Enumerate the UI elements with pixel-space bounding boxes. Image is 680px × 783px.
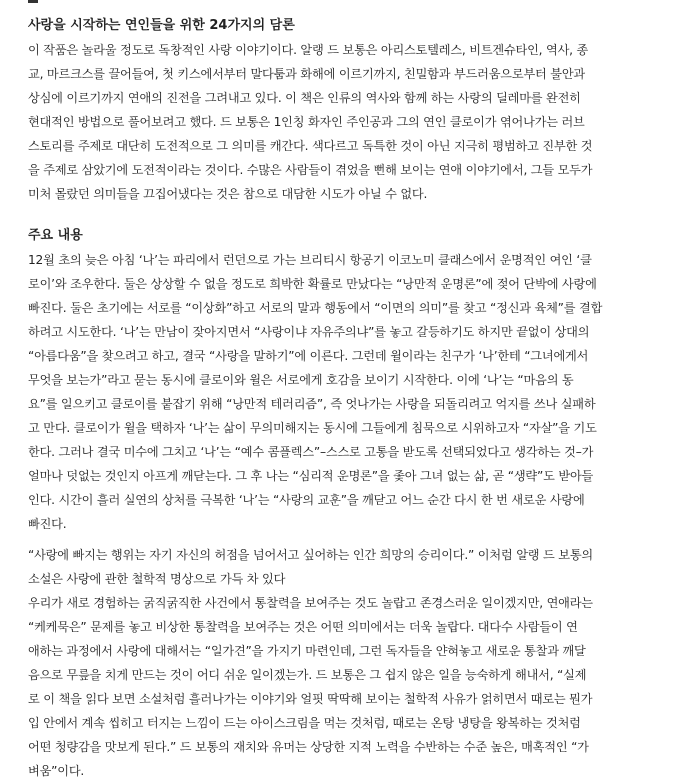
- text-line: 한다. 그러나 결국 미수에 그치고 ‘나’는 “예수 콤플렉스”–스스로 고통을 받도록 선택되었다고 생각하는 것–가: [28, 445, 594, 459]
- text-line: 인다. 시간이 흘러 실연의 상처를 극복한 ‘나’는 “사랑의 교훈”을 깨닫고 어느 순간 다시 한 번 새로운 사랑에: [28, 493, 585, 507]
- text-line: 스토리를 주제로 대단히 도전적으로 그 의미를 캐간다. 색다르고 독특한 것이 아닌 지극히 평범하고 진부한 것: [28, 139, 593, 153]
- text-line: 로이’와 조우한다. 둘은 상상할 수 없을 정도로 희박한 확률로 만났다는 “낭만적 운명론”에 젖어 단박에 사랑에: [28, 277, 597, 291]
- section-title-intro: 사랑을 시작하는 연인들을 위한 24가지의 담론: [28, 18, 295, 33]
- text-line: 빠진다.: [28, 517, 67, 531]
- text-line: 현대적인 방법으로 풀어보려고 했다. 드 보통은 1인칭 화자인 주인공과 그의 연인 클로이가 엮어나가는 러브: [28, 115, 585, 129]
- text-line: 을 주제로 삼았기에 도전적이라는 것이다. 수많은 사람들이 겪었을 뻔해 보이는 연애 이야기에서, 그들 모두가: [28, 163, 593, 177]
- text-line: 벼움”이다.: [28, 764, 85, 778]
- text-line: “케케묵은” 문제를 놓고 비상한 통찰력을 보여주는 것은 어떤 의미에서는 더욱 놀랍다. 대다수 사람들이 연: [28, 620, 578, 634]
- text-line: 소설은 사랑에 관한 철학적 명상으로 가득 차 있다: [28, 572, 286, 586]
- text-line: 빠진다. 둘은 초기에는 서로를 “이상화”하고 서로의 말과 행동에서 “이면의 의미”를 찾고 “정신과 육체”를 결합: [28, 301, 603, 315]
- text-line: “사랑에 빠지는 행위는 자기 자신의 허점을 넘어서고 싶어하는 인간 희망의 승리이다.” 이처럼 알랭 드 보통의: [28, 548, 593, 562]
- text-line: 이 작품은 놀라울 정도로 독창적인 사랑 이야기이다. 알랭 드 보통은 아리스토텔레스, 비트겐슈타인, 역사, 종: [28, 43, 589, 57]
- text-line: 우리가 새로 경험하는 굵직굵직한 사건에서 통찰력을 보여주는 것도 놀랍고 존경스러운 일이겠지만, 연애라는: [28, 596, 593, 610]
- section-title-summary: 주요 내용: [28, 228, 83, 243]
- top-edge-mark: [28, 0, 38, 3]
- text-line: 상심에 이르기까지 연애의 진전을 그려내고 있다. 이 책은 인류의 역사와 함께 하는 사랑의 딜레마를 완전히: [28, 91, 581, 105]
- text-line: 애하는 과정에서 사랑에 대해서는 “일가견”을 가지기 마련인데, 그런 독자들을 얀혀놓고 새로운 통찰과 깨달: [28, 644, 586, 658]
- text-line: 하려고 시도한다. ‘나’는 만남이 잦아지면서 “사랑이냐 자유주의냐”를 놓고 갈등하기도 하지만 끝없이 상대의: [28, 325, 590, 339]
- text-line: 미처 몰랐던 의미들을 끄집어냈다는 것은 참으로 대담한 시도가 아닐 수 없다.: [28, 187, 428, 201]
- text-line: 무엇을 보는가”라고 묻는 동시에 클로이와 윌은 서로에게 호감을 보이기 시작한다. 이에 ‘나’는 “마음의 동: [28, 373, 574, 387]
- text-line: 교, 마르크스를 끌어들여, 첫 키스에서부터 말다툼과 화해에 이르기까지, 친밀함과 부드러움으로부터 불안과: [28, 67, 585, 81]
- commentary-paragraph: [28, 543, 668, 783]
- summary-paragraph: [28, 248, 668, 536]
- text-line: 입 안에서 계속 씹히고 터지는 느낌이 드는 아이스크림을 먹는 것처럼, 때로는 온탕 냉탕을 왕복하는 것처럼: [28, 716, 581, 730]
- text-line: 얼마나 덧없는 것인지 아프게 깨닫는다. 그 후 나는 “심리적 운명론”을 좇아 그녀 없는 삶, 곧 “생략”도 받아들: [28, 469, 594, 483]
- text-line: “아름다움”을 찾으려고 하고, 결국 “사랑을 말하기”에 이른다. 그런데 윌이라는 친구가 ‘나’한테 “그녀에게서: [28, 349, 589, 363]
- text-line: 음으로 무릎을 치게 만드는 것이 어디 쉬운 일이겠는가. 드 보통은 그 쉽지 않은 일을 능숙하게 해내서, “실제: [28, 668, 587, 682]
- text-line: 로 이 책을 읽다 보면 소설처럼 흘러나가는 이야기와 얼핏 딱딱해 보이는 철학적 사유가 얽히면서 때로는 뭔가: [28, 692, 593, 706]
- text-line: 어떤 청량감을 맛보게 된다.” 드 보통의 재치와 유머는 상당한 지적 노력을 수반하는 수준 높은, 매혹적인 “가: [28, 740, 589, 754]
- text-line: 고 만다. 클로이가 윌을 택하자 ‘나’는 삶이 무의미해지는 동시에 그들에게 침묵으로 시위하고자 “자살”을 기도: [28, 421, 597, 435]
- intro-paragraph: [28, 38, 668, 206]
- text-line: 요”를 일으키고 클로이를 붙잡기 위해 “낭만적 테러리즘”, 즉 엇나가는 사랑을 되돌리려고 억지를 쓰나 실패하: [28, 397, 596, 411]
- text-line: 12월 초의 늦은 아침 ‘나’는 파리에서 런던으로 가는 브리티시 항공기 이코노미 클래스에서 운명적인 여인 ‘클: [28, 253, 592, 267]
